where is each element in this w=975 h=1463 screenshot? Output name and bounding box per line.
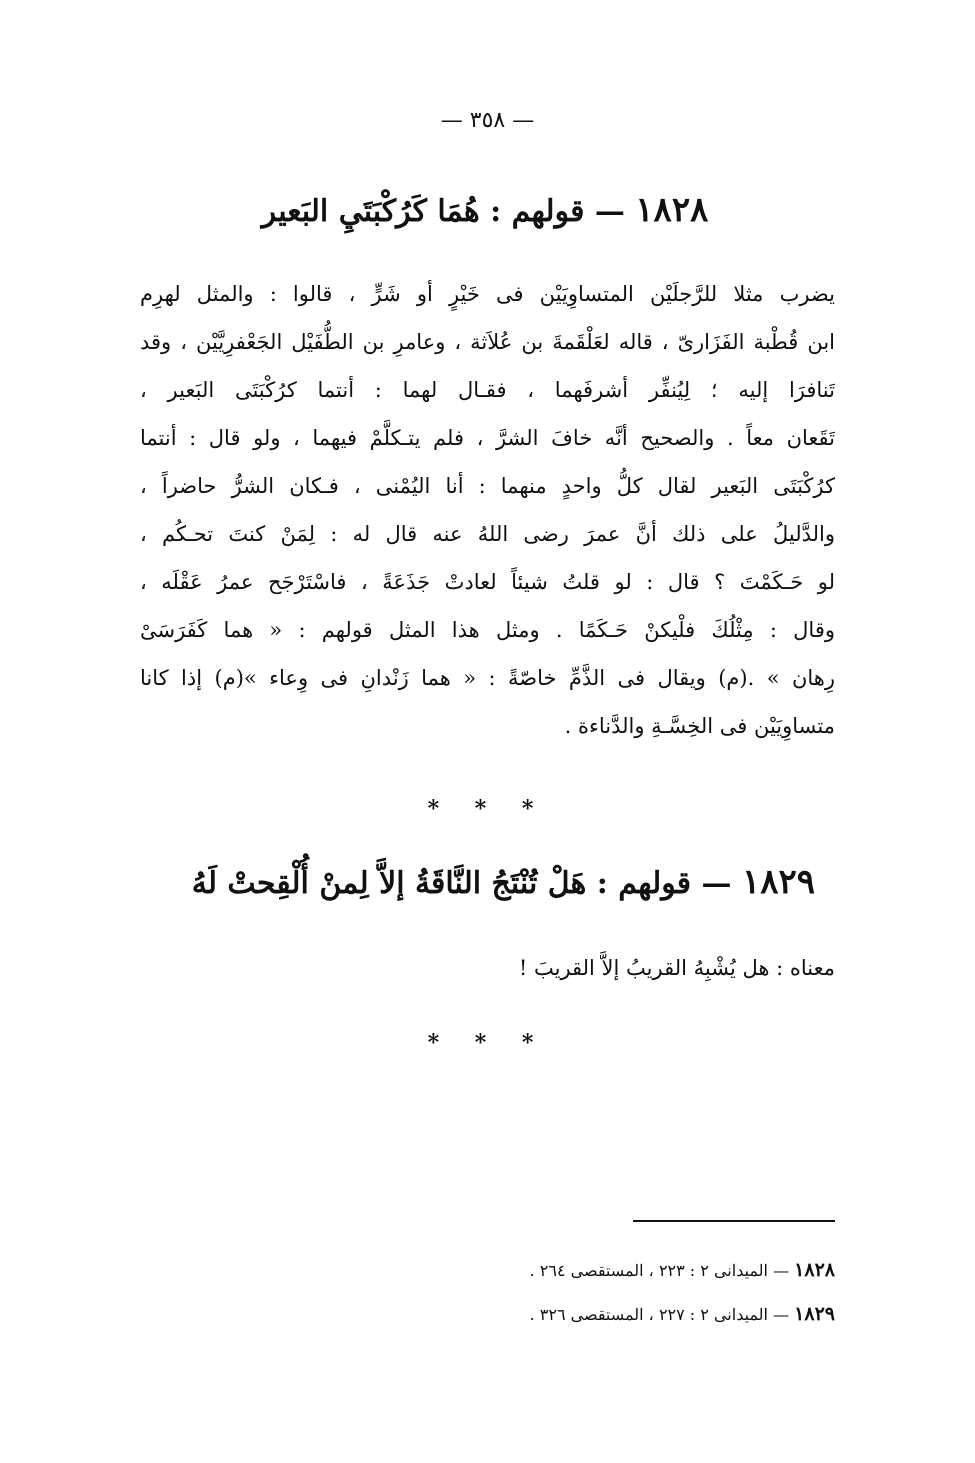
body-line: متساوِيَيْن فى الخِسَّـةِ والدَّناءة . xyxy=(564,714,835,738)
entry-dash: — xyxy=(584,194,636,229)
body-line: تَقَعان معاً . والصحيح أنَّه خافَ الشرَّ ، فلم يتـكلَّمْ فيهما ، ولو قال : أنتما xyxy=(140,426,835,450)
footnotes xyxy=(140,1248,835,1336)
body-line: لو حَـكَمْتَ ؟ قال : لو قلتُ شيئاً لعادتْ جَذَعَةً ، فاسْتَرْجَح عمرُ عَقْلَه ، xyxy=(140,570,835,594)
footnote-text: — الميدانى ٢ : ٢٢٣ ، المستقصى ٢٦٤ . xyxy=(529,1261,795,1280)
section-separator: * * * xyxy=(427,1030,548,1056)
entry-body-1828 xyxy=(140,270,835,750)
footnote-number: ١٨٢٨ xyxy=(794,1259,835,1281)
entry-number: ١٨٢٨ xyxy=(635,190,709,230)
footnote-1828 xyxy=(140,1248,835,1292)
entry-heading-text: قولهم : هَلْ تُنْتَجُ النَّاقَةُ إلاَّ لِمنْ أُلْقِحتْ لَهُ xyxy=(191,866,692,901)
footnote-number: ١٨٢٩ xyxy=(794,1303,835,1325)
footnote-divider xyxy=(633,1220,835,1222)
body-line: يضرب مثلا للرَّجلَيْن المتساوِيَيْن فى خَيْرٍ أو شَرٍّ ، قالوا : والمثل لهرِم xyxy=(140,282,835,306)
body-line: رِهان » .(م) ويقال فى الذَّمِّ خاصّةً : « هما زَنْدانِ فى وِعاء »(م) إذا كانا xyxy=(140,666,835,690)
section-separator: * * * xyxy=(427,796,548,822)
body-line: والدَّليلُ على ذلك أنَّ عمرَ رضى اللهُ عنه قال له : لِمَنْ كنتَ تحـكُم ، xyxy=(140,522,835,546)
entry-heading-1829 xyxy=(155,862,815,902)
entry-body-1829: معناه : هل يُشْبِهُ القريبُ إلاَّ القريبَ ! xyxy=(518,956,835,980)
page-number: — ٣٥٨ — xyxy=(440,108,535,133)
body-line: وقال : مِثْلُكَ فلْيكنْ حَـكَمًا . ومثل هذا المثل قولهم : « هما كَفَرَسَىْ xyxy=(140,618,835,642)
entry-dash: — xyxy=(691,866,742,901)
footnote-1829 xyxy=(140,1292,835,1336)
entry-heading-1828 xyxy=(155,190,815,230)
body-line: كرُكْبَتَى البَعير لقال كلُّ واحدٍ منهما : أنا اليُمْنى ، فـكان الشرُّ حاضراً ، xyxy=(140,474,835,498)
body-line: تَنافرَا إليه ؛ لِيُنفِّر أشرفَهما ، فقـال لهما : أنتما كرُكْبَتَى البَعير ، xyxy=(140,378,835,402)
footnote-text: — الميدانى ٢ : ٢٢٧ ، المستقصى ٣٢٦ . xyxy=(529,1305,795,1324)
body-line: ابن قُطْبة الفَزَارىّ ، قاله لعَلْقَمةَ بن عُلاَثة ، وعامرِ بن الطُّفَيْل الجَعْفرِيَّيْن ، وقد xyxy=(140,330,835,354)
entry-number: ١٨٢٩ xyxy=(741,862,815,902)
entry-heading-text: قولهم : هُمَا كَرُكْبَتَيِ البَعير xyxy=(261,194,585,229)
